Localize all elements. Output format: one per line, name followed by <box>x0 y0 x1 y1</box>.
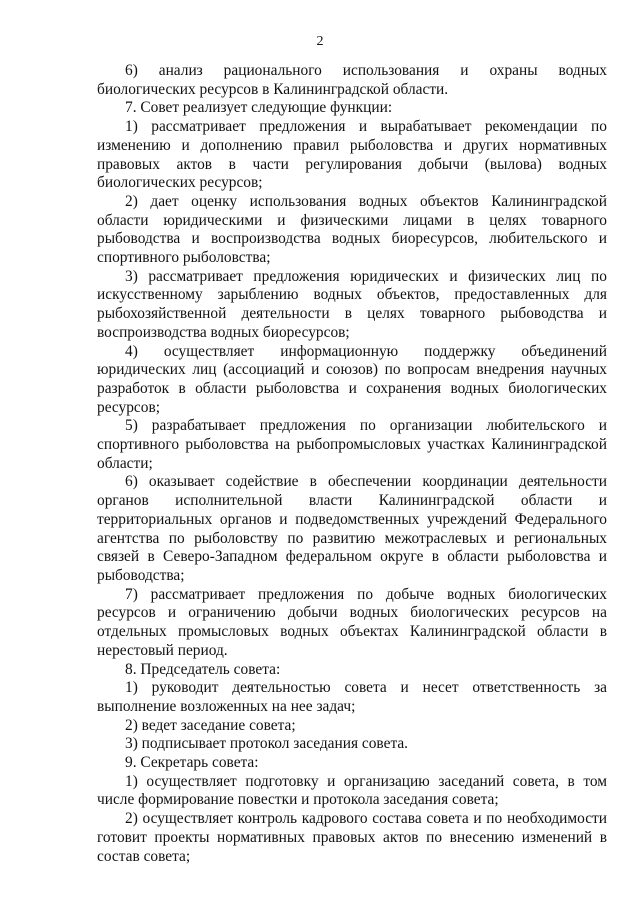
function-2: 2) дает оценку использования водных объектов Калининградской области юридическими и физическими лицами в целях товарного рыбоводства и воспроизводства водных биоресурсов, любительского и спортивного рыболовства; <box>97 192 607 267</box>
secretary-duty-2: 2) осуществляет контроль кадрового состава совета и по необходимости готовит проекты нормативных правовых актов по внесению изменений в состав совета; <box>97 810 607 865</box>
secretary-duty-1: 1) осуществляет подготовку и организацию заседаний совета, в том числе формирование повестки и протокола заседания совета; <box>97 772 607 809</box>
function-6: 6) оказывает содействие в обеспечении координации деятельности органов исполнительной власти Калининградской области и территориальных органов и подведомственных учреждений Федерального агентства по рыболовству по развитию межотраслевых и региональных связей в Северо-Западном федеральном округе в области рыболовства и рыбоводства; <box>97 473 607 584</box>
section-8-heading: 8. Председатель совета: <box>125 660 281 678</box>
page-number: 2 <box>316 34 324 49</box>
section-7-heading: 7. Совет реализует следующие функции: <box>125 99 393 117</box>
function-4: 4) осуществляет информационную поддержку объединений юридических лиц (ассоциаций и союзов) по вопросам внедрения научных разработок в области рыболовства и сохранения водных биологических ресурсов; <box>97 342 607 416</box>
function-7: 7) рассматривает предложения по добыче водных биологических ресурсов и ограничению добычи водных биологических ресурсов на отдельных промысловых водных объектах Калининградской области в нерестовый период. <box>97 585 607 659</box>
section-9-heading: 9. Секретарь совета: <box>125 754 259 772</box>
chairman-duty-1: 1) руководит деятельностью совета и несет ответственность за выполнение возложенных на нее задач; <box>97 679 607 715</box>
chairman-duty-2: 2) ведет заседание совета; <box>125 716 296 734</box>
paragraph-item-6-analysis: 6) анализ рационального использования и охраны водных биологических ресурсов в Калининградской области. <box>97 62 607 98</box>
document-body <box>97 62 607 866</box>
chairman-duty-3: 3) подписывает протокол заседания совета. <box>125 735 409 753</box>
function-1: 1) рассматривает предложения и вырабатывает рекомендации по изменению и дополнению правил рыболовства и других нормативных правовых актов в части регулирования добычи (вылова) водных биологических ресурсов; <box>97 118 607 192</box>
function-3: 3) рассматривает предложения юридических и физических лиц по искусственному зарыблению водных объектов, предоставленных для рыбохозяйственной деятельности в целях товарного рыбоводства и воспроизводства водных биоресурсов; <box>97 267 607 341</box>
function-5: 5) разрабатывает предложения по организации любительского и спортивного рыболовства на рыбопромысловых участках Калининградской области; <box>97 417 607 472</box>
